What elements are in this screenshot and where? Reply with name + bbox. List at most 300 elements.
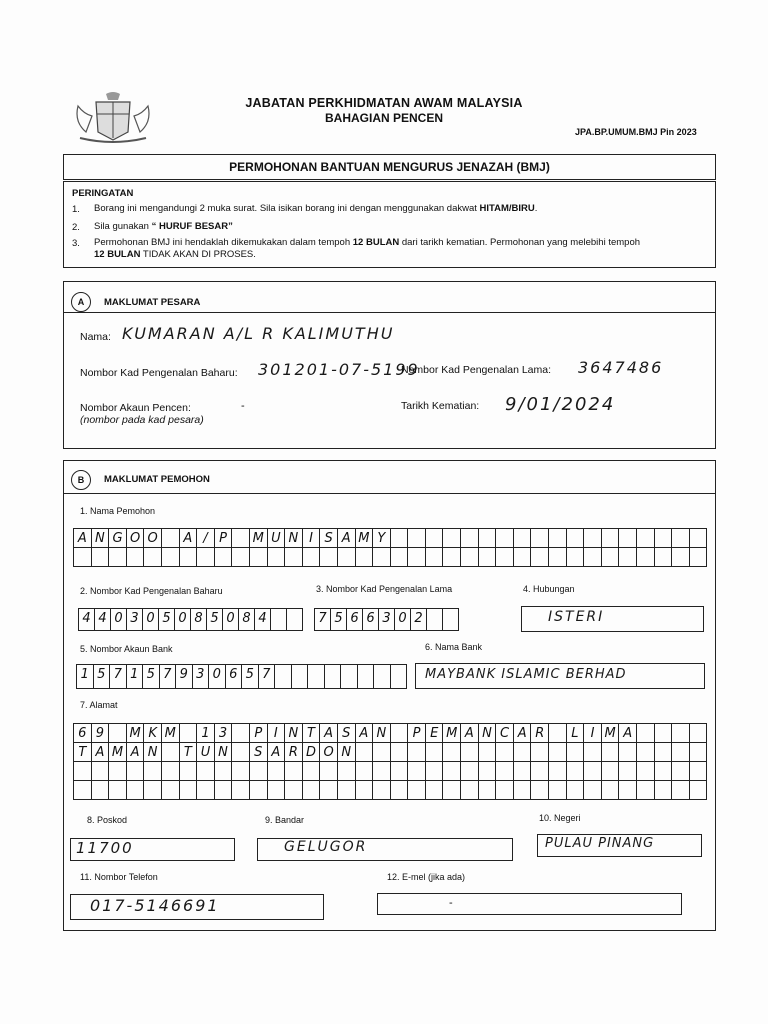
char-cell[interactable]: [672, 724, 690, 743]
char-cell[interactable]: [180, 548, 198, 567]
ic-new-value[interactable]: 301201-07-5199: [258, 360, 420, 379]
char-cell[interactable]: [356, 762, 374, 781]
char-cell[interactable]: [443, 762, 461, 781]
char-cell[interactable]: N: [479, 724, 497, 743]
nama-value[interactable]: KUMARAN A/L R KALIMUTHU: [122, 324, 395, 343]
char-cell[interactable]: [461, 529, 479, 548]
char-cell[interactable]: [637, 762, 655, 781]
applicant-ic-new-grid[interactable]: [78, 608, 303, 631]
char-cell[interactable]: A: [268, 743, 286, 762]
char-cell[interactable]: I: [584, 724, 602, 743]
bank-acct-label: 5. Nombor Akaun Bank: [80, 644, 173, 654]
char-cell[interactable]: 6: [74, 724, 92, 743]
char-cell[interactable]: [655, 724, 673, 743]
char-cell[interactable]: [303, 781, 321, 800]
char-cell[interactable]: 9: [176, 665, 193, 689]
section-b-heading: MAKLUMAT PEMOHON: [104, 474, 210, 485]
char-cell[interactable]: [514, 548, 532, 567]
char-cell[interactable]: [127, 548, 145, 567]
char-cell[interactable]: [197, 548, 215, 567]
char-cell[interactable]: [655, 762, 673, 781]
char-cell[interactable]: [180, 724, 198, 743]
char-cell[interactable]: [584, 781, 602, 800]
char-cell[interactable]: [408, 762, 426, 781]
char-cell[interactable]: [374, 665, 391, 689]
org-name: JABATAN PERKHIDMATAN AWAM MALAYSIA: [245, 96, 523, 110]
phone-label: 11. Nombor Telefon: [80, 872, 158, 882]
char-cell[interactable]: G: [109, 529, 127, 548]
char-cell[interactable]: R: [285, 743, 303, 762]
char-cell[interactable]: [373, 781, 391, 800]
char-cell[interactable]: [285, 762, 303, 781]
char-cell[interactable]: 1: [127, 665, 144, 689]
char-cell[interactable]: 2: [411, 609, 427, 631]
char-cell[interactable]: [162, 781, 180, 800]
char-cell[interactable]: 0: [223, 609, 239, 631]
char-cell[interactable]: [496, 529, 514, 548]
char-cell[interactable]: [479, 529, 497, 548]
char-cell[interactable]: [584, 529, 602, 548]
char-cell[interactable]: [619, 781, 637, 800]
char-cell[interactable]: 6: [347, 609, 363, 631]
char-cell[interactable]: [549, 529, 567, 548]
char-cell[interactable]: N: [92, 529, 110, 548]
char-cell[interactable]: 7: [160, 665, 177, 689]
char-cell[interactable]: U: [197, 743, 215, 762]
char-cell[interactable]: U: [268, 529, 286, 548]
char-cell[interactable]: 0: [111, 609, 127, 631]
char-cell[interactable]: [531, 762, 549, 781]
char-cell[interactable]: [391, 781, 409, 800]
char-cell[interactable]: [250, 781, 268, 800]
char-cell[interactable]: [391, 665, 408, 689]
char-cell[interactable]: [356, 743, 374, 762]
death-date-value[interactable]: 9/01/2024: [505, 394, 616, 415]
char-cell[interactable]: S: [338, 724, 356, 743]
ic-old-value[interactable]: 3647486: [578, 358, 664, 377]
char-cell[interactable]: [514, 781, 532, 800]
char-cell[interactable]: [408, 529, 426, 548]
char-cell[interactable]: 8: [239, 609, 255, 631]
char-cell[interactable]: 7: [110, 665, 127, 689]
char-cell[interactable]: 4: [79, 609, 95, 631]
char-cell[interactable]: [275, 665, 292, 689]
char-cell[interactable]: 7: [259, 665, 276, 689]
char-cell[interactable]: N: [338, 743, 356, 762]
char-cell[interactable]: O: [144, 529, 162, 548]
warning-item-2: Sila gunakan “ HURUF BESAR”: [94, 221, 233, 232]
char-cell[interactable]: 3: [215, 724, 233, 743]
char-cell[interactable]: [287, 609, 303, 631]
char-cell[interactable]: 0: [175, 609, 191, 631]
char-cell[interactable]: M: [109, 743, 127, 762]
char-cell[interactable]: [655, 529, 673, 548]
char-cell[interactable]: A: [461, 724, 479, 743]
postcode-label: 8. Poskod: [87, 815, 128, 825]
char-cell[interactable]: [232, 529, 250, 548]
char-cell[interactable]: [109, 548, 127, 567]
char-cell[interactable]: [584, 743, 602, 762]
char-cell[interactable]: [426, 548, 444, 567]
char-cell[interactable]: S: [250, 743, 268, 762]
char-cell[interactable]: [567, 548, 585, 567]
char-cell[interactable]: [443, 529, 461, 548]
char-cell[interactable]: 4: [255, 609, 271, 631]
char-cell[interactable]: A: [356, 724, 374, 743]
char-cell[interactable]: [496, 781, 514, 800]
char-cell[interactable]: [338, 781, 356, 800]
char-cell[interactable]: [356, 781, 374, 800]
char-cell[interactable]: A: [338, 529, 356, 548]
char-cell[interactable]: [215, 548, 233, 567]
char-cell[interactable]: [144, 781, 162, 800]
char-cell[interactable]: [356, 548, 374, 567]
char-cell[interactable]: C: [496, 724, 514, 743]
char-cell[interactable]: [408, 781, 426, 800]
char-cell[interactable]: [426, 781, 444, 800]
char-cell[interactable]: 3: [193, 665, 210, 689]
ic-old-label: Nombor Kad Pengenalan Lama:: [401, 364, 552, 376]
char-cell[interactable]: A: [127, 743, 145, 762]
char-cell[interactable]: [320, 762, 338, 781]
char-cell[interactable]: K: [144, 724, 162, 743]
char-cell[interactable]: [672, 529, 690, 548]
char-cell[interactable]: A: [514, 724, 532, 743]
char-cell[interactable]: [338, 762, 356, 781]
char-cell[interactable]: [232, 743, 250, 762]
address-label: 7. Alamat: [80, 700, 118, 710]
char-cell[interactable]: M: [127, 724, 145, 743]
char-cell[interactable]: [514, 762, 532, 781]
char-cell[interactable]: 6: [226, 665, 243, 689]
char-cell[interactable]: [567, 781, 585, 800]
char-cell[interactable]: [391, 724, 409, 743]
char-cell[interactable]: [232, 762, 250, 781]
char-cell[interactable]: M: [356, 529, 374, 548]
char-cell[interactable]: /: [197, 529, 215, 548]
char-cell[interactable]: A: [180, 529, 198, 548]
char-cell[interactable]: [637, 548, 655, 567]
char-cell[interactable]: [672, 743, 690, 762]
char-cell[interactable]: [325, 665, 342, 689]
char-cell[interactable]: [232, 548, 250, 567]
char-cell[interactable]: [127, 781, 145, 800]
section-a-heading: MAKLUMAT PESARA: [104, 297, 201, 308]
char-cell[interactable]: [341, 665, 358, 689]
char-cell[interactable]: [479, 743, 497, 762]
char-cell[interactable]: [637, 724, 655, 743]
char-cell[interactable]: M: [162, 724, 180, 743]
acct-value[interactable]: -: [241, 400, 245, 412]
char-cell[interactable]: [549, 724, 567, 743]
form-title: PERMOHONAN BANTUAN MENGURUS JENAZAH (BMJ): [63, 154, 716, 180]
char-cell[interactable]: [268, 548, 286, 567]
char-cell[interactable]: [197, 781, 215, 800]
char-cell[interactable]: [427, 609, 443, 631]
char-cell[interactable]: 5: [159, 609, 175, 631]
char-cell[interactable]: [567, 743, 585, 762]
char-cell[interactable]: 5: [207, 609, 223, 631]
char-cell[interactable]: [443, 781, 461, 800]
char-cell[interactable]: [250, 762, 268, 781]
char-cell[interactable]: [461, 743, 479, 762]
char-cell[interactable]: [602, 781, 620, 800]
char-cell[interactable]: [109, 762, 127, 781]
char-cell[interactable]: M: [443, 724, 461, 743]
char-cell[interactable]: 7: [315, 609, 331, 631]
char-cell[interactable]: [567, 762, 585, 781]
char-cell[interactable]: [619, 548, 637, 567]
char-cell[interactable]: [271, 609, 287, 631]
ic-old-b-label: 3. Nombor Kad Pengenalan Lama: [316, 584, 453, 594]
char-cell[interactable]: [549, 762, 567, 781]
char-cell[interactable]: [496, 548, 514, 567]
char-cell[interactable]: A: [74, 529, 92, 548]
char-cell[interactable]: [443, 743, 461, 762]
char-cell[interactable]: [619, 743, 637, 762]
char-cell[interactable]: [250, 548, 268, 567]
char-cell[interactable]: I: [303, 529, 321, 548]
char-cell[interactable]: [285, 781, 303, 800]
address-grid[interactable]: [73, 723, 707, 800]
char-cell[interactable]: P: [408, 724, 426, 743]
char-cell[interactable]: [320, 548, 338, 567]
char-cell[interactable]: [109, 724, 127, 743]
warning-heading: PERINGATAN: [72, 188, 134, 199]
char-cell[interactable]: P: [250, 724, 268, 743]
char-cell[interactable]: [74, 781, 92, 800]
char-cell[interactable]: [584, 548, 602, 567]
char-cell[interactable]: [690, 743, 708, 762]
char-cell[interactable]: N: [373, 724, 391, 743]
char-cell[interactable]: 5: [94, 665, 111, 689]
email-field[interactable]: [377, 893, 682, 915]
char-cell[interactable]: A: [92, 743, 110, 762]
warning-item-1: Borang ini mengandungi 2 muka surat. Sila isikan borang ini dengan menggunakan dakwat HITAM/BIRU.: [94, 203, 538, 214]
char-cell[interactable]: [514, 529, 532, 548]
char-cell[interactable]: [619, 762, 637, 781]
char-cell[interactable]: 5: [143, 665, 160, 689]
char-cell[interactable]: T: [180, 743, 198, 762]
char-cell[interactable]: S: [320, 529, 338, 548]
ic-new-label: Nombor Kad Pengenalan Baharu:: [80, 367, 238, 379]
nama-pemohon-label: 1. Nama Pemohon: [80, 506, 156, 516]
char-cell[interactable]: M: [250, 529, 268, 548]
city-label: 9. Bandar: [265, 815, 305, 825]
char-cell[interactable]: 5: [242, 665, 259, 689]
char-cell[interactable]: O: [127, 529, 145, 548]
char-cell[interactable]: [308, 665, 325, 689]
warning-num-3: 3.: [72, 238, 80, 249]
phone-value: 017-5146691: [90, 896, 220, 915]
char-cell[interactable]: [197, 762, 215, 781]
char-cell[interactable]: 6: [363, 609, 379, 631]
char-cell[interactable]: [672, 548, 690, 567]
applicant-name-grid[interactable]: [73, 528, 707, 567]
char-cell[interactable]: [549, 781, 567, 800]
char-cell[interactable]: [637, 529, 655, 548]
char-cell[interactable]: [268, 781, 286, 800]
char-cell[interactable]: 9: [92, 724, 110, 743]
char-cell[interactable]: I: [268, 724, 286, 743]
char-cell[interactable]: O: [320, 743, 338, 762]
char-cell[interactable]: [672, 781, 690, 800]
char-cell[interactable]: 5: [331, 609, 347, 631]
char-cell[interactable]: 0: [209, 665, 226, 689]
char-cell[interactable]: 8: [191, 609, 207, 631]
char-cell[interactable]: [408, 743, 426, 762]
char-cell[interactable]: [690, 762, 708, 781]
char-cell[interactable]: [232, 724, 250, 743]
char-cell[interactable]: [655, 548, 673, 567]
char-cell[interactable]: [162, 743, 180, 762]
char-cell[interactable]: T: [303, 724, 321, 743]
bank-account-grid[interactable]: [76, 664, 407, 689]
relation-label: 4. Hubungan: [523, 584, 575, 594]
applicant-ic-old-grid[interactable]: [314, 608, 459, 631]
char-cell[interactable]: [461, 548, 479, 567]
warning-num-1: 1.: [72, 204, 80, 215]
char-cell[interactable]: P: [215, 529, 233, 548]
email-value: -: [449, 897, 453, 909]
char-cell[interactable]: [567, 529, 585, 548]
char-cell[interactable]: [479, 781, 497, 800]
char-cell[interactable]: [531, 743, 549, 762]
char-cell[interactable]: [74, 548, 92, 567]
char-cell[interactable]: [426, 743, 444, 762]
char-cell[interactable]: [602, 743, 620, 762]
acct-sublabel: (nombor pada kad pesara): [80, 414, 204, 426]
char-cell[interactable]: [391, 548, 409, 567]
ic-new-b-label: 2. Nombor Kad Pengenalan Baharu: [80, 586, 223, 596]
char-cell[interactable]: [690, 724, 708, 743]
char-cell[interactable]: D: [303, 743, 321, 762]
char-cell[interactable]: [443, 609, 459, 631]
char-cell[interactable]: [531, 781, 549, 800]
char-cell[interactable]: [690, 781, 708, 800]
char-cell[interactable]: [92, 762, 110, 781]
char-cell[interactable]: [584, 762, 602, 781]
char-cell[interactable]: N: [144, 743, 162, 762]
char-cell[interactable]: [373, 762, 391, 781]
char-cell[interactable]: [637, 743, 655, 762]
char-cell[interactable]: [391, 743, 409, 762]
char-cell[interactable]: [180, 762, 198, 781]
char-cell[interactable]: A: [619, 724, 637, 743]
char-cell[interactable]: [232, 781, 250, 800]
char-cell[interactable]: [690, 529, 708, 548]
char-cell[interactable]: [655, 743, 673, 762]
char-cell[interactable]: [320, 781, 338, 800]
section-a-badge: A: [71, 292, 91, 312]
char-cell[interactable]: T: [74, 743, 92, 762]
relation-value: ISTERI: [548, 609, 605, 625]
char-cell[interactable]: [549, 743, 567, 762]
char-cell[interactable]: [127, 762, 145, 781]
char-cell[interactable]: [426, 762, 444, 781]
char-cell[interactable]: [461, 781, 479, 800]
char-cell[interactable]: [92, 548, 110, 567]
char-cell[interactable]: [514, 743, 532, 762]
city-value: GELUGOR: [284, 839, 368, 855]
char-cell[interactable]: [144, 548, 162, 567]
char-cell[interactable]: [373, 548, 391, 567]
char-cell[interactable]: [531, 548, 549, 567]
char-cell[interactable]: L: [567, 724, 585, 743]
char-cell[interactable]: [426, 529, 444, 548]
char-cell[interactable]: 4: [95, 609, 111, 631]
char-cell[interactable]: [358, 665, 375, 689]
char-cell[interactable]: Y: [373, 529, 391, 548]
form-reference: JPA.BP.UMUM.BMJ Pin 2023: [575, 127, 697, 137]
char-cell[interactable]: [144, 762, 162, 781]
char-cell[interactable]: 0: [143, 609, 159, 631]
char-cell[interactable]: [496, 743, 514, 762]
char-cell[interactable]: [408, 548, 426, 567]
char-cell[interactable]: [109, 781, 127, 800]
warning-item-3: Permohonan BMJ ini hendaklah dikemukakan dalam tempoh 12 BULAN dari tarikh kematian. Permohonan yang melebihi tempoh 12 BULAN TIDAK AKAN DI PROSES.: [94, 237, 641, 260]
char-cell[interactable]: [549, 548, 567, 567]
char-cell[interactable]: [619, 529, 637, 548]
char-cell[interactable]: [373, 743, 391, 762]
char-cell[interactable]: [338, 548, 356, 567]
char-cell[interactable]: [479, 548, 497, 567]
char-cell[interactable]: [292, 665, 309, 689]
char-cell[interactable]: [531, 529, 549, 548]
char-cell[interactable]: [443, 548, 461, 567]
char-cell[interactable]: [391, 762, 409, 781]
char-cell[interactable]: N: [285, 724, 303, 743]
char-cell[interactable]: N: [215, 743, 233, 762]
char-cell[interactable]: [690, 548, 708, 567]
char-cell[interactable]: E: [426, 724, 444, 743]
char-cell[interactable]: 0: [395, 609, 411, 631]
char-cell[interactable]: 3: [379, 609, 395, 631]
char-cell[interactable]: [215, 762, 233, 781]
char-cell[interactable]: 3: [127, 609, 143, 631]
char-cell[interactable]: [162, 529, 180, 548]
char-cell[interactable]: [602, 548, 620, 567]
char-cell[interactable]: [672, 762, 690, 781]
char-cell[interactable]: [162, 762, 180, 781]
char-cell[interactable]: [215, 781, 233, 800]
char-cell[interactable]: [92, 781, 110, 800]
char-cell[interactable]: [74, 762, 92, 781]
char-cell[interactable]: N: [285, 529, 303, 548]
char-cell[interactable]: R: [531, 724, 549, 743]
char-cell[interactable]: 1: [77, 665, 94, 689]
char-cell[interactable]: 1: [197, 724, 215, 743]
char-cell[interactable]: [637, 781, 655, 800]
char-cell[interactable]: [461, 762, 479, 781]
char-cell[interactable]: [391, 529, 409, 548]
char-cell[interactable]: [496, 762, 514, 781]
char-cell[interactable]: [303, 548, 321, 567]
char-cell[interactable]: [180, 781, 198, 800]
char-cell[interactable]: [162, 548, 180, 567]
char-cell[interactable]: [602, 529, 620, 548]
char-cell[interactable]: [268, 762, 286, 781]
char-cell[interactable]: [285, 548, 303, 567]
char-cell[interactable]: [479, 762, 497, 781]
section-b-badge: B: [71, 470, 91, 490]
bank-name-value: MAYBANK ISLAMIC BERHAD: [425, 667, 627, 682]
char-cell[interactable]: [602, 762, 620, 781]
char-cell[interactable]: [303, 762, 321, 781]
char-cell[interactable]: A: [320, 724, 338, 743]
char-cell[interactable]: M: [602, 724, 620, 743]
char-cell[interactable]: [655, 781, 673, 800]
